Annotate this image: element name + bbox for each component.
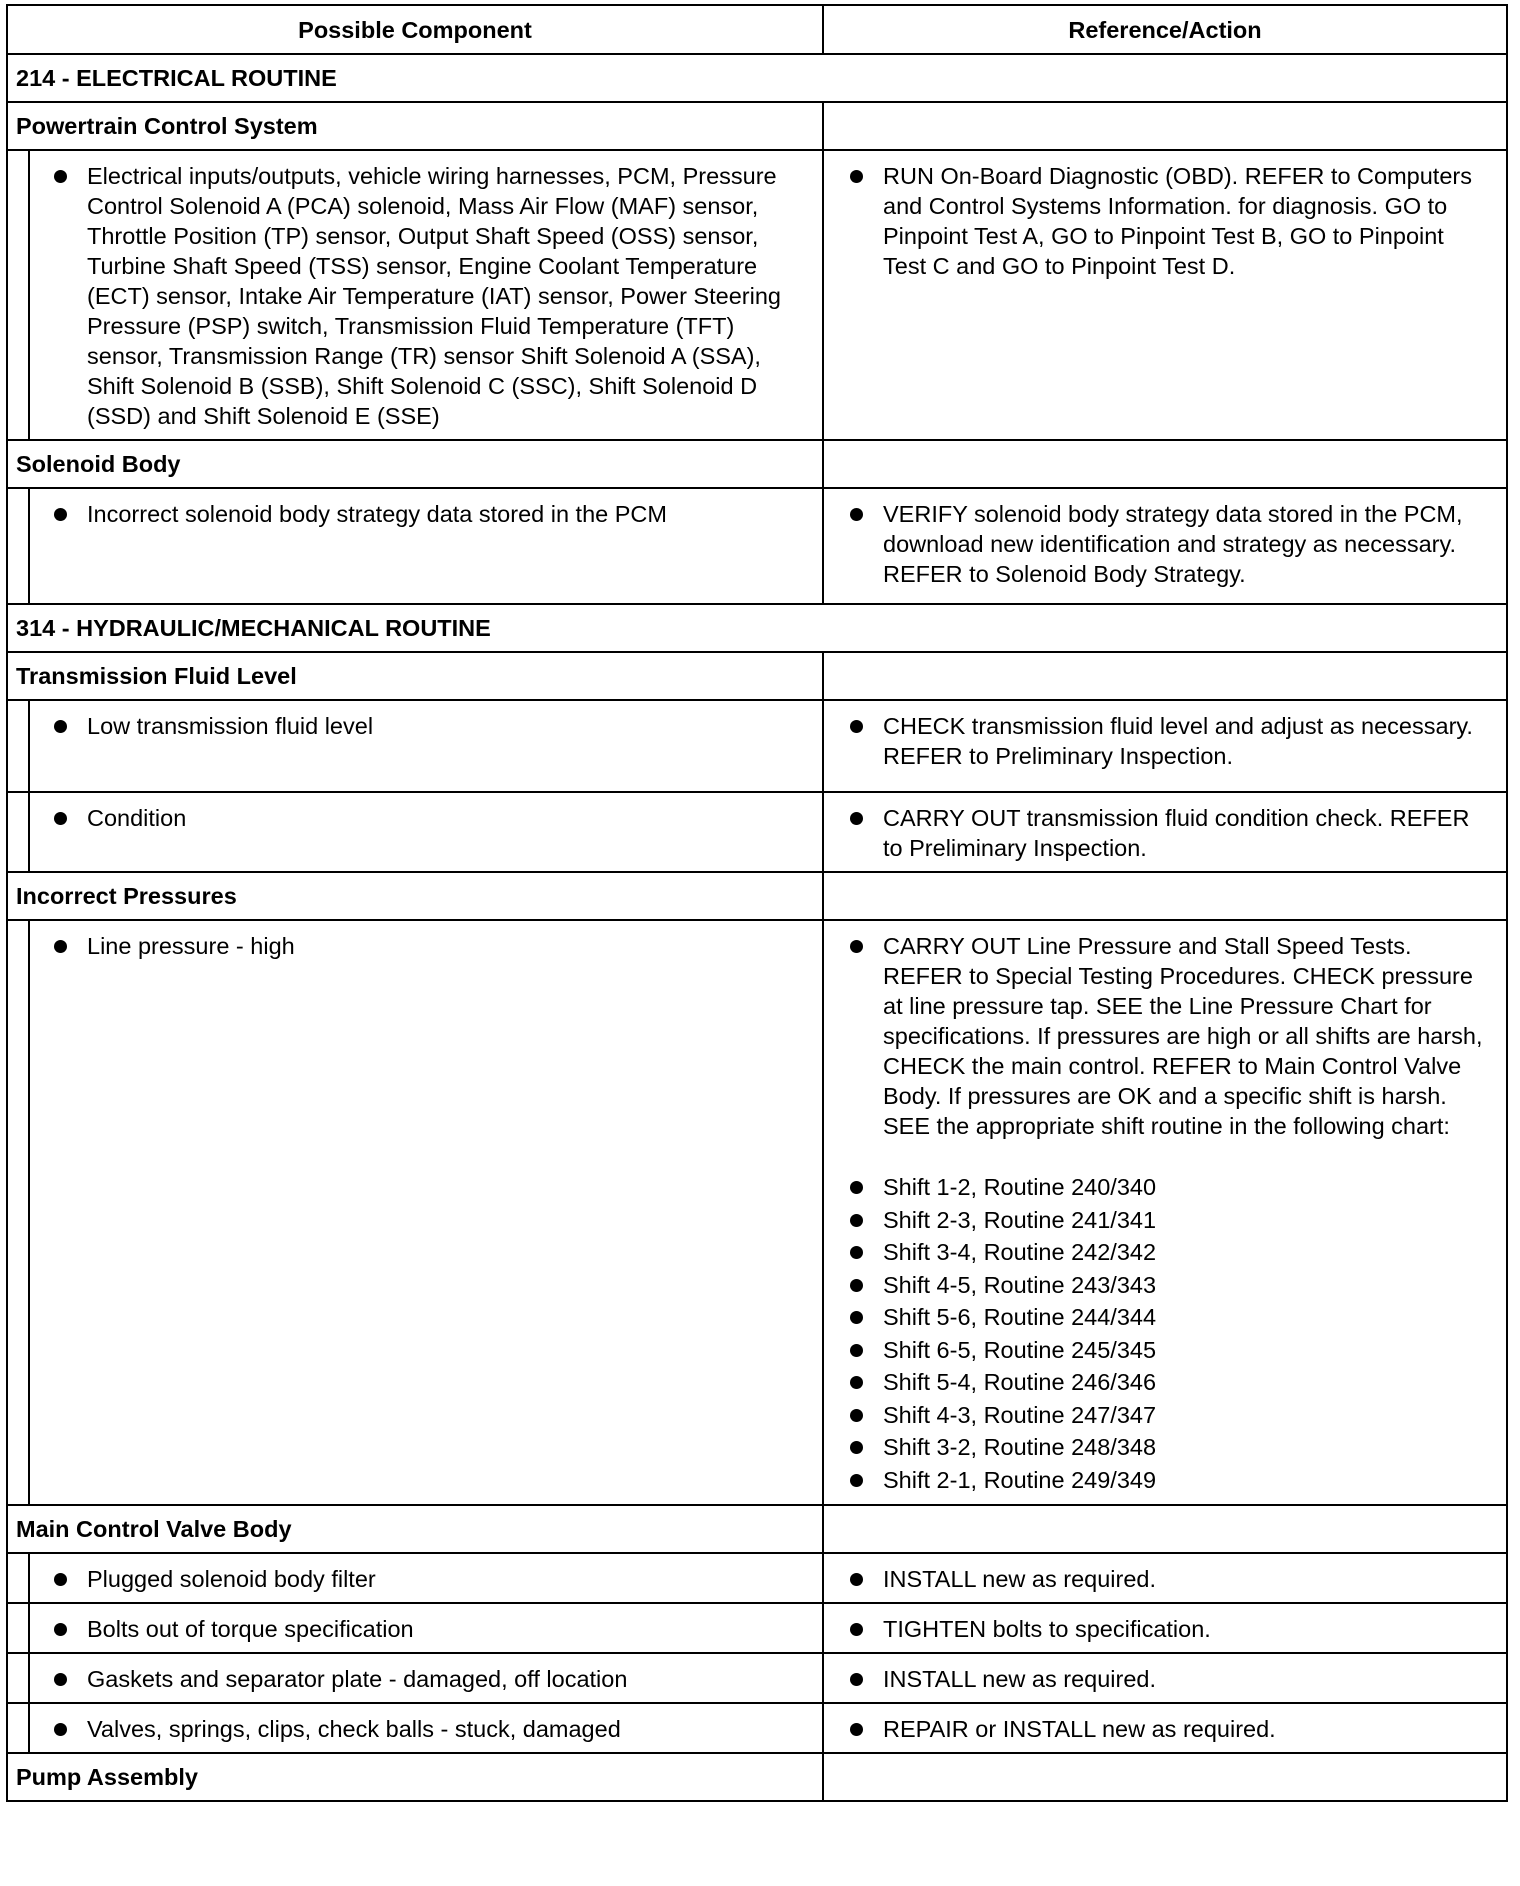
action-cell	[823, 1603, 1507, 1653]
indent-cell	[7, 1553, 29, 1603]
shift-routine-text: Shift 1-2, Routine 240/340	[883, 1174, 1157, 1200]
bullet-icon	[850, 1214, 863, 1227]
list-item	[850, 1171, 1486, 1204]
group-title: Pump Assembly	[7, 1753, 823, 1801]
bullet-icon	[54, 508, 67, 521]
bullet-icon	[54, 812, 67, 825]
component-text: Valves, springs, clips, check balls - stuck, damaged	[87, 1716, 621, 1742]
list-item	[850, 803, 1486, 863]
table-row	[7, 792, 1507, 872]
component-cell	[29, 920, 823, 1505]
bullet-icon	[850, 1246, 863, 1259]
list-item	[850, 1714, 1486, 1744]
table-row	[7, 700, 1507, 792]
group-action-empty	[823, 872, 1507, 920]
table-row	[7, 488, 1507, 604]
component-text: Incorrect solenoid body strategy data stored in the PCM	[87, 501, 667, 527]
list-item	[850, 1431, 1486, 1464]
component-cell	[29, 792, 823, 872]
section-row	[7, 54, 1507, 102]
group-title: Incorrect Pressures	[7, 872, 823, 920]
component-text: Bolts out of torque specification	[87, 1616, 414, 1642]
table-row	[7, 1603, 1507, 1653]
action-text: RUN On-Board Diagnostic (OBD). REFER to Computers and Control Systems Information. for diagnosis. GO to Pinpoint Test A, GO to Pinpoint Test B, GO to Pinpoint Test C and GO to Pinpoint Test D.	[883, 163, 1472, 279]
group-title: Transmission Fluid Level	[7, 652, 823, 700]
action-text: CHECK transmission fluid level and adjust as necessary. REFER to Preliminary Inspection.	[883, 713, 1473, 769]
component-text: Line pressure - high	[87, 933, 295, 959]
bullet-icon	[850, 508, 863, 521]
section-title: 214 - ELECTRICAL ROUTINE	[7, 54, 1507, 102]
indent-cell	[7, 1703, 29, 1753]
group-row	[7, 440, 1507, 488]
shift-routine-text: Shift 4-5, Routine 243/343	[883, 1271, 1157, 1298]
list-item	[54, 161, 812, 431]
list-item	[54, 1714, 812, 1744]
group-row	[7, 1505, 1507, 1553]
list-item	[850, 1301, 1486, 1334]
action-cell	[823, 1703, 1507, 1753]
component-text: Gaskets and separator plate - damaged, off location	[87, 1666, 628, 1692]
list-item	[54, 1564, 812, 1594]
bullet-icon	[850, 812, 863, 825]
list-item	[850, 1204, 1486, 1237]
bullet-icon	[850, 940, 863, 953]
shift-routine-text: Shift 3-2, Routine 248/348	[883, 1434, 1157, 1460]
list-item	[850, 1334, 1486, 1367]
table-row	[7, 1703, 1507, 1753]
indent-cell	[7, 150, 29, 440]
action-text: CARRY OUT transmission fluid condition check. REFER to Preliminary Inspection.	[883, 805, 1470, 861]
bullet-icon	[54, 1673, 67, 1686]
component-cell	[29, 700, 823, 792]
group-action-empty	[823, 652, 1507, 700]
action-text: INSTALL new as required.	[883, 1666, 1156, 1692]
shift-routine-text: Shift 6-5, Routine 245/345	[883, 1336, 1157, 1363]
action-text: INSTALL new as required.	[883, 1566, 1156, 1592]
list-item	[850, 499, 1486, 589]
shift-routine-text: Shift 2-3, Routine 241/341	[883, 1206, 1157, 1233]
group-row	[7, 102, 1507, 150]
group-title: Solenoid Body	[7, 440, 823, 488]
list-item	[850, 1236, 1486, 1269]
indent-cell	[7, 792, 29, 872]
table-row	[7, 1653, 1507, 1703]
list-item	[54, 1664, 812, 1694]
bullet-icon	[54, 720, 67, 733]
action-cell	[823, 150, 1507, 440]
bullet-icon	[54, 1723, 67, 1736]
group-action-empty	[823, 102, 1507, 150]
diagnostic-table	[6, 4, 1508, 1802]
header-possible-component: Possible Component	[7, 5, 823, 54]
table-row	[7, 920, 1507, 1505]
component-text: Electrical inputs/outputs, vehicle wiring harnesses, PCM, Pressure Control Solenoid A (PCA) solenoid, Mass Air Flow (MAF) sensor, Throttle Position (TP) sensor, Output Shaft Speed (OSS) sensor, Turbine Shaft Speed (TSS) sensor, Engine Coolant Temperature (ECT) sensor, Intake Air Temperature (IAT) sensor, Power Steering Pressure (PSP) switch, Transmission Fluid Temperature (TFT) sensor, Transmission Range (TR) sensor Shift Solenoid A (SSA), Shift Solenoid B (SSB), Shift Solenoid C (SSC), Shift Solenoid D (SSD) and Shift Solenoid E (SSE)	[87, 163, 781, 429]
list-item	[54, 931, 812, 961]
shift-routine-text: Shift 4-3, Routine 247/347	[883, 1401, 1157, 1428]
action-cell	[823, 1653, 1507, 1703]
section-title: 314 - HYDRAULIC/MECHANICAL ROUTINE	[7, 604, 1507, 652]
bullet-icon	[850, 1344, 863, 1357]
component-text: Plugged solenoid body filter	[87, 1566, 376, 1592]
action-cell	[823, 1553, 1507, 1603]
group-action-empty	[823, 1505, 1507, 1553]
list-item	[850, 1269, 1486, 1302]
table-row	[7, 150, 1507, 440]
indent-cell	[7, 1603, 29, 1653]
action-cell	[823, 792, 1507, 872]
shift-routine-list	[850, 1171, 1486, 1496]
indent-cell	[7, 488, 29, 604]
bullet-icon	[850, 1723, 863, 1736]
component-text: Low transmission fluid level	[87, 713, 374, 739]
list-item	[54, 711, 812, 741]
group-action-empty	[823, 1753, 1507, 1801]
section-row	[7, 604, 1507, 652]
group-action-empty	[823, 440, 1507, 488]
list-item	[850, 1664, 1486, 1694]
bullet-icon	[54, 170, 67, 183]
group-title: Main Control Valve Body	[7, 1505, 823, 1553]
bullet-icon	[54, 940, 67, 953]
action-text: REPAIR or INSTALL new as required.	[883, 1716, 1276, 1742]
bullet-icon	[850, 170, 863, 183]
shift-routine-text: Shift 2-1, Routine 249/349	[883, 1466, 1157, 1493]
list-item	[850, 931, 1486, 1141]
bullet-icon	[850, 1376, 863, 1389]
list-item	[54, 803, 812, 833]
table-header-row	[7, 5, 1507, 54]
list-item	[850, 161, 1486, 281]
component-cell	[29, 488, 823, 604]
group-row	[7, 652, 1507, 700]
group-title: Powertrain Control System	[7, 102, 823, 150]
header-reference-action: Reference/Action	[823, 5, 1507, 54]
group-row	[7, 872, 1507, 920]
bullet-icon	[54, 1623, 67, 1636]
bullet-icon	[54, 1573, 67, 1586]
bullet-icon	[850, 720, 863, 733]
action-cell	[823, 488, 1507, 604]
indent-cell	[7, 700, 29, 792]
component-cell	[29, 1653, 823, 1703]
shift-routine-text: Shift 3-4, Routine 242/342	[883, 1239, 1157, 1265]
bullet-icon	[850, 1409, 863, 1422]
bullet-icon	[850, 1181, 863, 1194]
list-item	[850, 1366, 1486, 1399]
indent-cell	[7, 920, 29, 1505]
bullet-icon	[850, 1441, 863, 1454]
list-item	[850, 1564, 1486, 1594]
list-item	[850, 1464, 1486, 1497]
shift-routine-text: Shift 5-6, Routine 244/344	[883, 1304, 1157, 1330]
bullet-icon	[850, 1673, 863, 1686]
table-row	[7, 1553, 1507, 1603]
bullet-icon	[850, 1311, 863, 1324]
shift-routine-text: Shift 5-4, Routine 246/346	[883, 1369, 1157, 1395]
action-cell	[823, 920, 1507, 1505]
component-cell	[29, 1603, 823, 1653]
list-item	[54, 1614, 812, 1644]
component-text: Condition	[87, 805, 187, 831]
indent-cell	[7, 1653, 29, 1703]
list-item	[850, 1399, 1486, 1432]
action-text: TIGHTEN bolts to specification.	[883, 1616, 1211, 1642]
list-item	[850, 1614, 1486, 1644]
list-item	[850, 711, 1486, 771]
component-cell	[29, 1553, 823, 1603]
bullet-icon	[850, 1623, 863, 1636]
action-cell	[823, 700, 1507, 792]
component-cell	[29, 150, 823, 440]
component-cell	[29, 1703, 823, 1753]
group-row	[7, 1753, 1507, 1801]
bullet-icon	[850, 1573, 863, 1586]
bullet-icon	[850, 1279, 863, 1292]
bullet-icon	[850, 1474, 863, 1487]
action-text: VERIFY solenoid body strategy data stored in the PCM, download new identification and strategy as necessary. REFER to Solenoid Body Strategy.	[883, 501, 1463, 587]
action-text: CARRY OUT Line Pressure and Stall Speed Tests. REFER to Special Testing Procedures. CHECK pressure at line pressure tap. SEE the Line Pressure Chart for specifications. If pressures are high or all shifts are harsh, CHECK the main control. REFER to Main Control Valve Body. If pressures are OK and a specific shift is harsh. SEE the appropriate shift routine in the following chart:	[883, 933, 1483, 1139]
list-item	[54, 499, 812, 529]
